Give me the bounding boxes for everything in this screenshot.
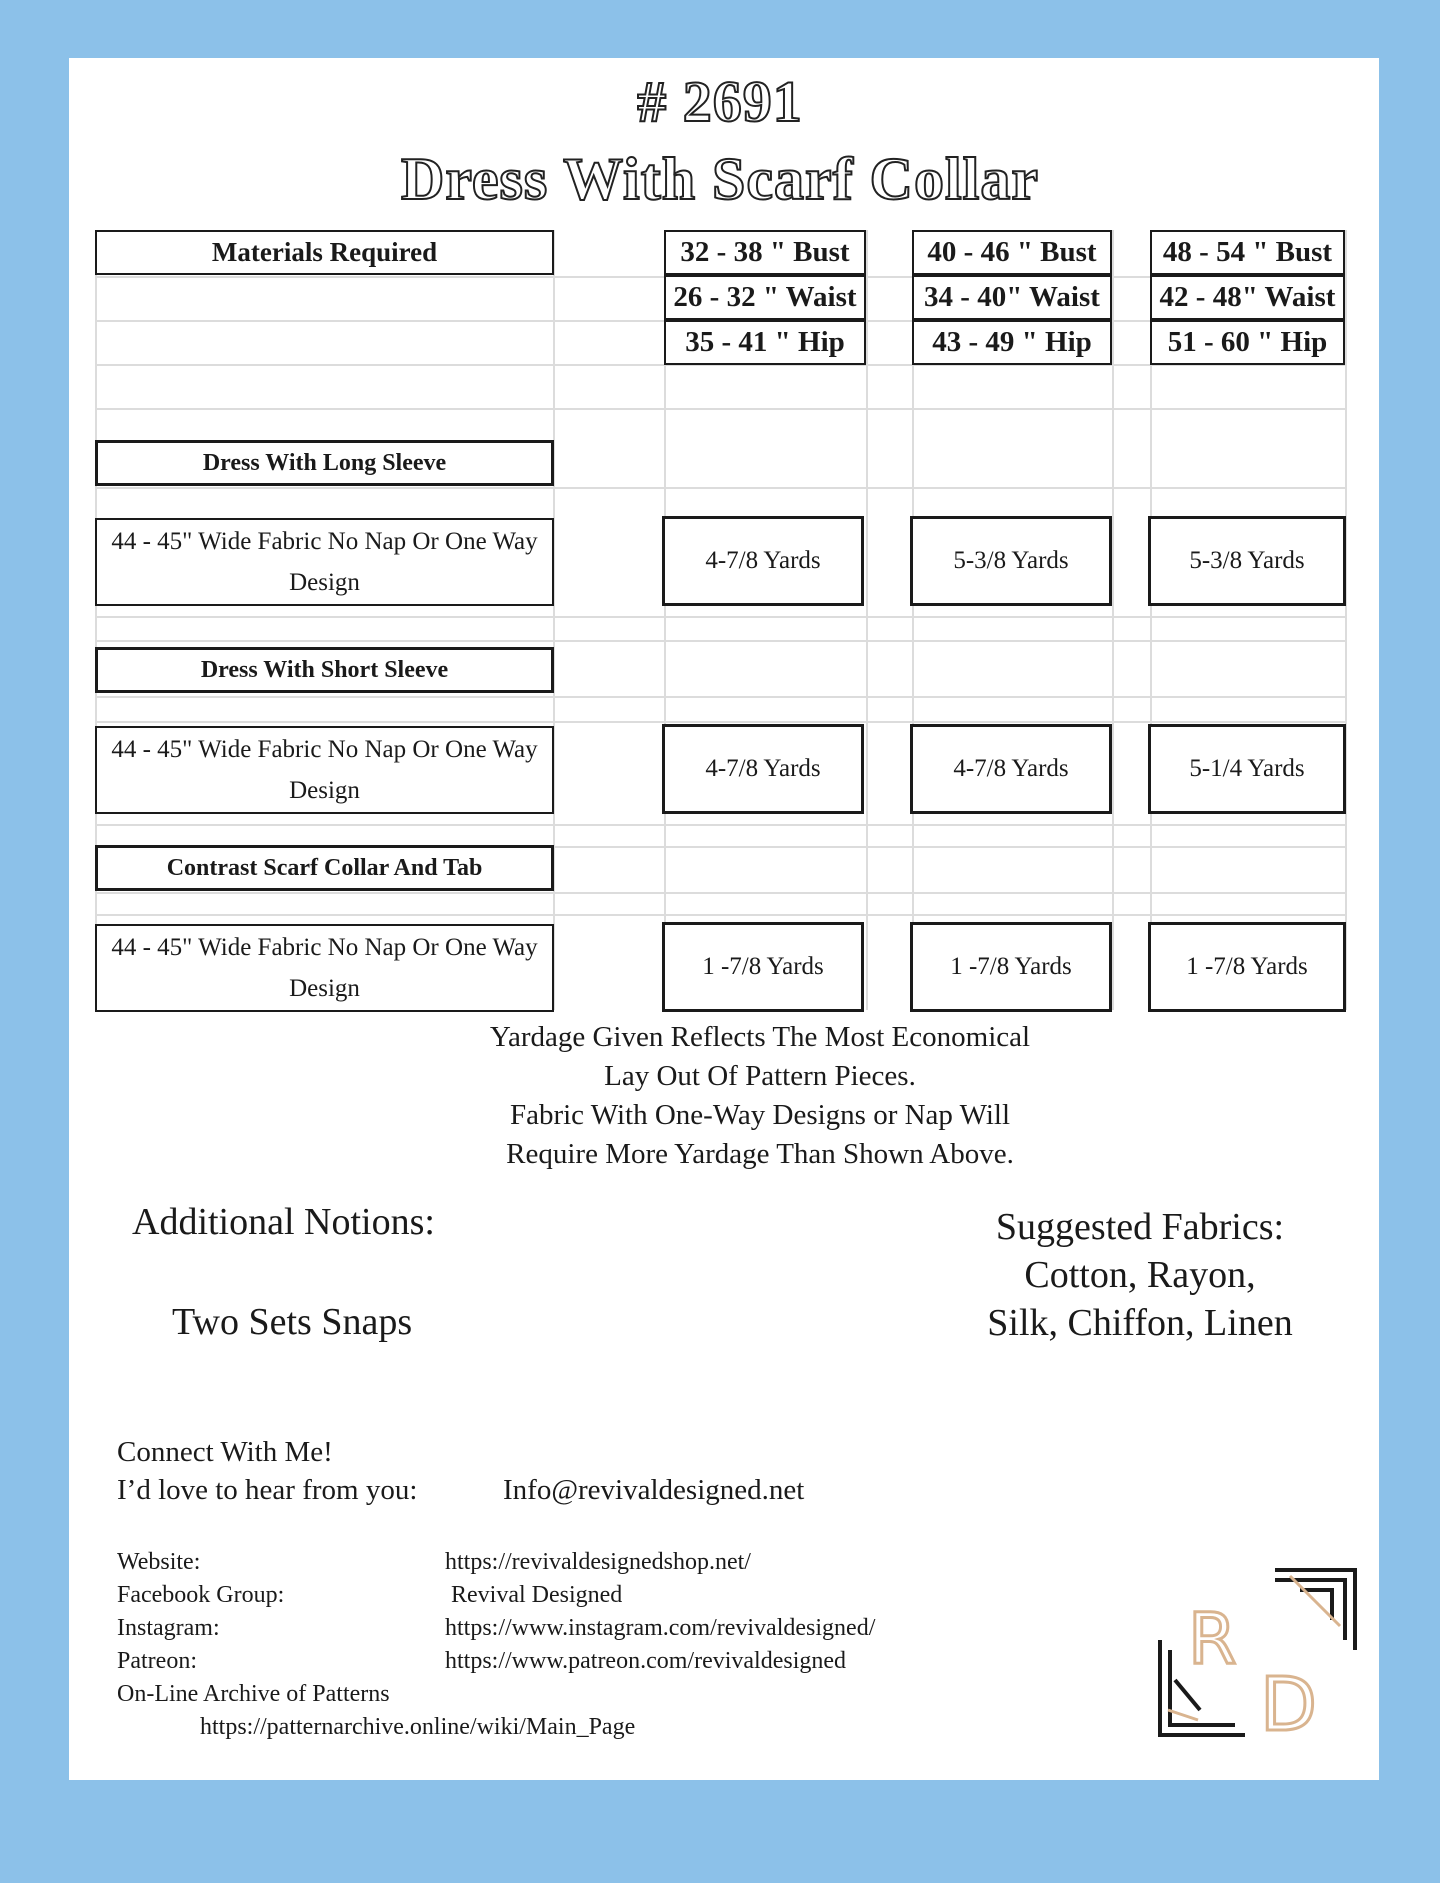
facebook-link[interactable]: Revival Designed: [445, 1582, 623, 1608]
yardage-note: Yardage Given Reflects The Most Economical Lay Out Of Pattern Pieces. Fabric With One-Way Designs or Nap Will Require More Yardage Than Shown Above.: [489, 1021, 1031, 1170]
archive-link[interactable]: https://patternarchive.online/wiki/Main_Page: [200, 1714, 636, 1740]
size-2-waist: 34 - 40" Waist: [912, 275, 1112, 320]
archive-label: On-Line Archive of Patterns: [117, 1681, 390, 1707]
size-3-waist: 42 - 48" Waist: [1150, 275, 1345, 320]
logo-letter-d: D: [1260, 1662, 1317, 1748]
connect-heading: Connect With Me!: [117, 1436, 333, 1468]
additional-notions-heading: Additional Notions:: [132, 1201, 435, 1243]
section-contrast-collar-title: Contrast Scarf Collar And Tab: [95, 845, 554, 891]
size-3-hip: 51 - 60 " Hip: [1150, 320, 1345, 365]
section-short-sleeve-title: Dress With Short Sleeve: [95, 647, 554, 693]
facebook-label: Facebook Group:: [117, 1582, 285, 1608]
long-sleeve-yardage-size-1: 4-7/8 Yards: [662, 516, 864, 606]
materials-required-header: Materials Required: [95, 230, 554, 275]
connect-subheading: I’d love to hear from you:: [117, 1474, 418, 1506]
instagram-label: Instagram:: [117, 1615, 220, 1641]
pattern-number: # 2691: [637, 69, 803, 134]
long-sleeve-yardage-size-3: 5-3/8 Yards: [1148, 516, 1346, 606]
contrast-collar-yardage-size-1: 1 -7/8 Yards: [662, 922, 864, 1012]
website-label: Website:: [117, 1549, 201, 1575]
size-1-waist: 26 - 32 " Waist: [664, 275, 866, 320]
pattern-title: Dress With Scarf Collar: [401, 146, 1039, 212]
patreon-label: Patreon:: [117, 1648, 197, 1674]
size-1-bust: 32 - 38 " Bust: [664, 230, 866, 275]
instagram-link[interactable]: https://www.instagram.com/revivaldesigned/: [445, 1615, 876, 1641]
short-sleeve-yardage-size-3: 5-1/4 Yards: [1148, 724, 1346, 814]
section-contrast-collar-fabric: 44 - 45" Wide Fabric No Nap Or One Way Design: [95, 924, 554, 1012]
section-short-sleeve-fabric: 44 - 45" Wide Fabric No Nap Or One Way Design: [95, 726, 554, 814]
art-deco-corner-icon: [1150, 1560, 1365, 1760]
contact-email[interactable]: Info@revivaldesigned.net: [503, 1474, 805, 1506]
website-link[interactable]: https://revivaldesignedshop.net/: [445, 1549, 751, 1575]
contrast-collar-yardage-size-3: 1 -7/8 Yards: [1148, 922, 1346, 1012]
logo-letter-r: R: [1188, 1598, 1237, 1680]
size-3-bust: 48 - 54 " Bust: [1150, 230, 1345, 275]
long-sleeve-yardage-size-2: 5-3/8 Yards: [910, 516, 1112, 606]
size-2-bust: 40 - 46 " Bust: [912, 230, 1112, 275]
size-1-hip: 35 - 41 " Hip: [664, 320, 866, 365]
short-sleeve-yardage-size-1: 4-7/8 Yards: [662, 724, 864, 814]
section-long-sleeve-fabric: 44 - 45" Wide Fabric No Nap Or One Way Design: [95, 518, 554, 606]
contrast-collar-yardage-size-2: 1 -7/8 Yards: [910, 922, 1112, 1012]
additional-notions-item: Two Sets Snaps: [172, 1301, 413, 1343]
section-long-sleeve-title: Dress With Long Sleeve: [95, 440, 554, 486]
short-sleeve-yardage-size-2: 4-7/8 Yards: [910, 724, 1112, 814]
size-2-hip: 43 - 49 " Hip: [912, 320, 1112, 365]
patreon-link[interactable]: https://www.patreon.com/revivaldesigned: [445, 1648, 847, 1674]
suggested-fabrics: Suggested Fabrics: Cotton, Rayon, Silk, Chiffon, Linen: [987, 1206, 1293, 1344]
